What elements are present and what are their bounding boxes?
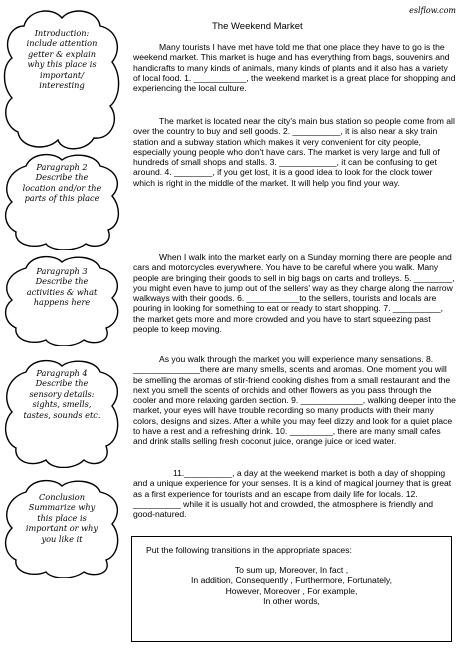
paragraph-conclusion	[133, 468, 456, 519]
cloud-conclusion	[2, 478, 122, 578]
transitions-box	[131, 536, 452, 642]
box-instruction: Put the following transitions in the appropriate spaces:	[146, 545, 352, 555]
cloud-text: Paragraph 3 Describe the activities & what happens here	[26, 266, 98, 308]
transitions-line: In other words,	[263, 596, 320, 607]
paragraph-text: When I walk into the market early on a Sunday morning there are people and cars and motorcycles everywhere. You have to be careful where you walk. Many people are bringing their goods to sell in big bags on carts and trolleys. 5. ________, you might even have to jump out of the sellers' way as they charge along the narrow walkways with their goods. 6. ___________to the sellers, tourists and locals are pouring in looking for something to eat or ready to start shopping. 7. __________, the market gets more and more crowded and you have to start squeezing past people to keep moving.	[133, 252, 455, 335]
transitions-line: In addition, Consequently , Furthermore, Fortunately,	[191, 575, 392, 586]
transitions-list	[132, 565, 451, 607]
page-title: The Weekend Market	[212, 21, 303, 32]
paragraph-text: As you walk through the market you will experience many sensations. 8. ______________there are many smells, scents and aromas. One moment you will be smelling the aromas of stir-friend cooking dishes from a small restaurant and the next you smell the scents of orchids and other flowers as you pass through the cooler and more relaxing garden section. 9. _____________, walking deeper into the market, your eyes will have trouble recording so many products with their many colors, designs and sizes. After a while you may feel dizzy and look for a quiet place to have a rest and a refreshing drink. 10. _________, there are many small cafes and drink stalls selling fresh coconut juice, orange juice or iced water.	[133, 354, 456, 447]
paragraph-intro	[133, 42, 456, 93]
cloud-paragraph-4	[2, 358, 122, 468]
cloud-text: Paragraph 2 Describe the location and/or the parts of this place	[22, 162, 102, 204]
cloud-paragraph-3	[2, 254, 122, 346]
cloud-text: Paragraph 4 Describe the sensory details: sights, smells, tastes, sounds etc.	[23, 368, 101, 420]
cloud-paragraph-2	[2, 152, 122, 250]
paragraph-text: 11.__________, a day at the weekend market is both a day of shopping and a unique experience for your senses. It is a kind of magical journey that is great as a first experience for tourists and an escape from daily life for locals. 12. __________ while it is usually hot and crowded, the atmosphere is friendly and good-natured.	[133, 468, 452, 520]
transitions-line: To sum up, Moreover, In fact ,	[234, 565, 349, 575]
paragraph-text: Many tourists I have met have told me that one place they have to go is the weekend market. This market is huge and has everything from bags, souvenirs and handicrafts to many kinds of animals, many kinds of plants and it also has a variety of local food. 1. ___________, the weekend market is a great place for shopping and experiencing the local culture.	[133, 42, 456, 94]
site-logo: eslflow.com	[409, 6, 456, 15]
paragraph-senses	[133, 354, 456, 447]
paragraph-text: The market is located near the city's main bus station so people come from all over the country to buy and sell goods. 2. __________, it is also near a sky train station and a subway station which makes it very convenient for city people, especially young people who don't have cars. The market is very large and full of hundreds of small shops and stalls. 3. ____________, it can be confusing to get around. 4. ________, if you get lost, it is a good idea to look for the clock tower which is right in the middle of the market. It will help you find your way.	[133, 116, 455, 188]
transitions-line: However, Moreover , For example,	[225, 585, 358, 596]
cloud-text: Introduction: include attention getter & explain why this place is important/ interesting	[26, 28, 98, 91]
cloud-introduction	[2, 6, 122, 152]
paragraph-activities	[133, 252, 456, 334]
cloud-text: Conclusion Summarize why this place is important or why you like it	[25, 492, 99, 544]
paragraph-location	[133, 116, 456, 188]
